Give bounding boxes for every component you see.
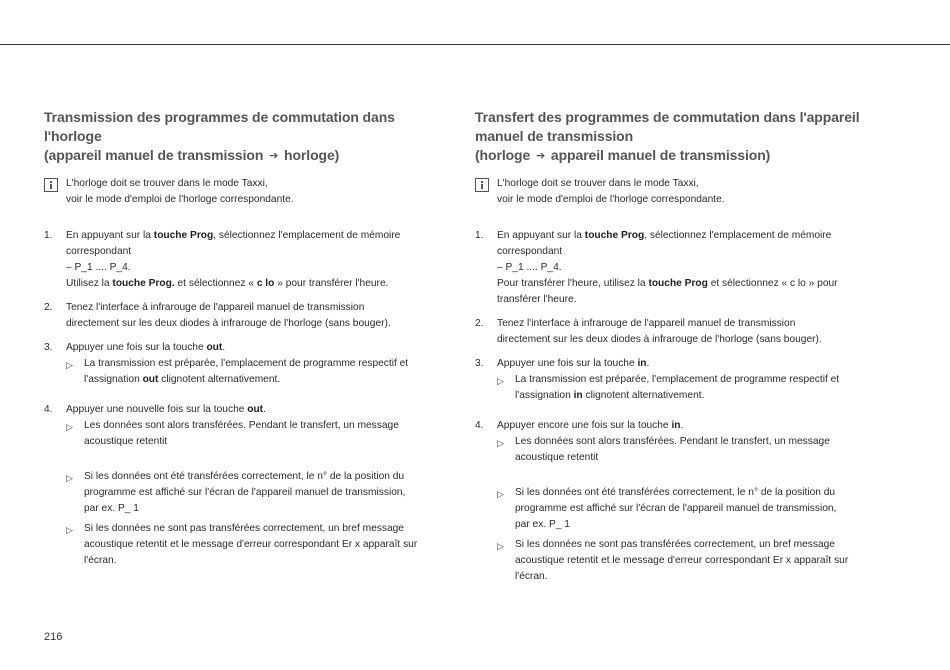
right-step-2: 2. Tenez l'interface à infrarouge de l'appareil manuel de transmission directement sur les deux diodes à infrarouge de l'horloge (sans bouger).: [475, 318, 822, 345]
left-step-4: 4. Appuyer une nouvelle fois sur la touche out. ▷ Les données sont alors transférées. Pendant le transfert, un message acoustique retentit ▷ Si les données ont été transférées correctement, le n° de la position du programme est affiché sur l'écran de l'appareil manuel de transmission, par ex. P_ 1 ▷ Si les données ne sont pas transférées correctement, un bref message acoustique retentit et le message d'erreur correspondant Er x apparaît sur l'écran.: [44, 402, 444, 569]
sub-item: ▷ Si les données ont été transférées correctement, le n° de la position du programme est affiché sur l'écran de l'appareil manuel de transmission, par ex. P_ 1: [497, 485, 875, 533]
arrow-right-icon: ➔: [536, 150, 546, 162]
left-section-title: Transmission des programmes de commutation dans l'horloge (appareil manuel de transmission ➔ horloge): [44, 109, 395, 163]
left-info-note: L'horloge doit se trouver dans le mode Taxxi, voir le mode d'emploi de l'horloge correspondante.: [44, 176, 444, 208]
info-icon: [44, 178, 58, 192]
left-step-3: 3. Appuyer une fois sur la touche out. ▷ La transmission est préparée, l'emplacement de programme respectif et l'assignation out clignotent alternativement.: [44, 340, 444, 388]
right-section-title: Transfert des programmes de commutation dans l'appareil manuel de transmission (horloge ➔ appareil manuel de transmission): [475, 109, 860, 163]
left-column: [44, 108, 444, 577]
sub-item: ▷ Si les données ne sont pas transférées correctement, un bref message acoustique retentit et le message d'erreur correspondant Er x apparaît sur l'écran.: [497, 537, 875, 585]
sub-item: ▷ Si les données ne sont pas transférées correctement, un bref message acoustique retentit et le message d'erreur correspondant Er x apparaît sur l'écran.: [66, 521, 444, 569]
right-info-note: L'horloge doit se trouver dans le mode Taxxi, voir le mode d'emploi de l'horloge correspondante.: [475, 176, 875, 208]
page-number: 216: [44, 631, 63, 643]
triangle-right-icon: ▷: [66, 473, 73, 483]
left-step-2: 2. Tenez l'interface à infrarouge de l'appareil manuel de transmission directement sur les deux diodes à infrarouge de l'horloge (sans bouger).: [44, 302, 391, 329]
right-column: [475, 108, 875, 593]
right-step-1: 1. En appuyant sur la touche Prog, sélectionnez l'emplacement de mémoire correspondant – P_1 .... P_4. Pour transférer l'heure, utilisez la touche Prog et sélectionnez « c lo » pour transférer l'heure.: [475, 230, 838, 305]
left-step-1: 1. En appuyant sur la touche Prog, sélectionnez l'emplacement de mémoire correspondant – P_1 .... P_4. Utilisez la touche Prog. et sélectionnez « c lo » pour transférer l'heure.: [44, 230, 401, 289]
triangle-right-icon: ▷: [66, 525, 73, 535]
triangle-right-icon: ▷: [497, 541, 504, 551]
right-step-3: 3. Appuyer une fois sur la touche in. ▷ La transmission est préparée, l'emplacement de programme respectif et l'assignation in clignotent alternativement.: [475, 356, 875, 404]
sub-item: ▷ Les données sont alors transférées. Pendant le transfert, un message acoustique retentit: [497, 434, 875, 466]
sub-item: ▷ Si les données ont été transférées correctement, le n° de la position du programme est affiché sur l'écran de l'appareil manuel de transmission, par ex. P_ 1: [66, 469, 444, 517]
sub-item: ▷ La transmission est préparée, l'emplacement de programme respectif et l'assignation in clignotent alternativement.: [497, 372, 875, 404]
right-step-4: 4. Appuyer encore une fois sur la touche in. ▷ Les données sont alors transférées. Pendant le transfert, un message acoustique retentit ▷ Si les données ont été transférées correctement, le n° de la position du programme est affiché sur l'écran de l'appareil manuel de transmission, par ex. P_ 1 ▷ Si les données ne sont pas transférées correctement, un bref message acoustique retentit et le message d'erreur correspondant Er x apparaît sur l'écran.: [475, 418, 875, 585]
sub-item: ▷ La transmission est préparée, l'emplacement de programme respectif et l'assignation out clignotent alternativement.: [66, 356, 444, 388]
info-icon: [475, 178, 489, 192]
triangle-right-icon: ▷: [497, 489, 504, 499]
triangle-right-icon: ▷: [66, 360, 73, 370]
top-rule: [0, 44, 950, 45]
triangle-right-icon: ▷: [497, 376, 504, 386]
arrow-right-icon: ➔: [269, 150, 279, 162]
sub-item: ▷ Les données sont alors transférées. Pendant le transfert, un message acoustique retentit: [66, 418, 444, 450]
triangle-right-icon: ▷: [497, 438, 504, 448]
triangle-right-icon: ▷: [66, 422, 73, 432]
